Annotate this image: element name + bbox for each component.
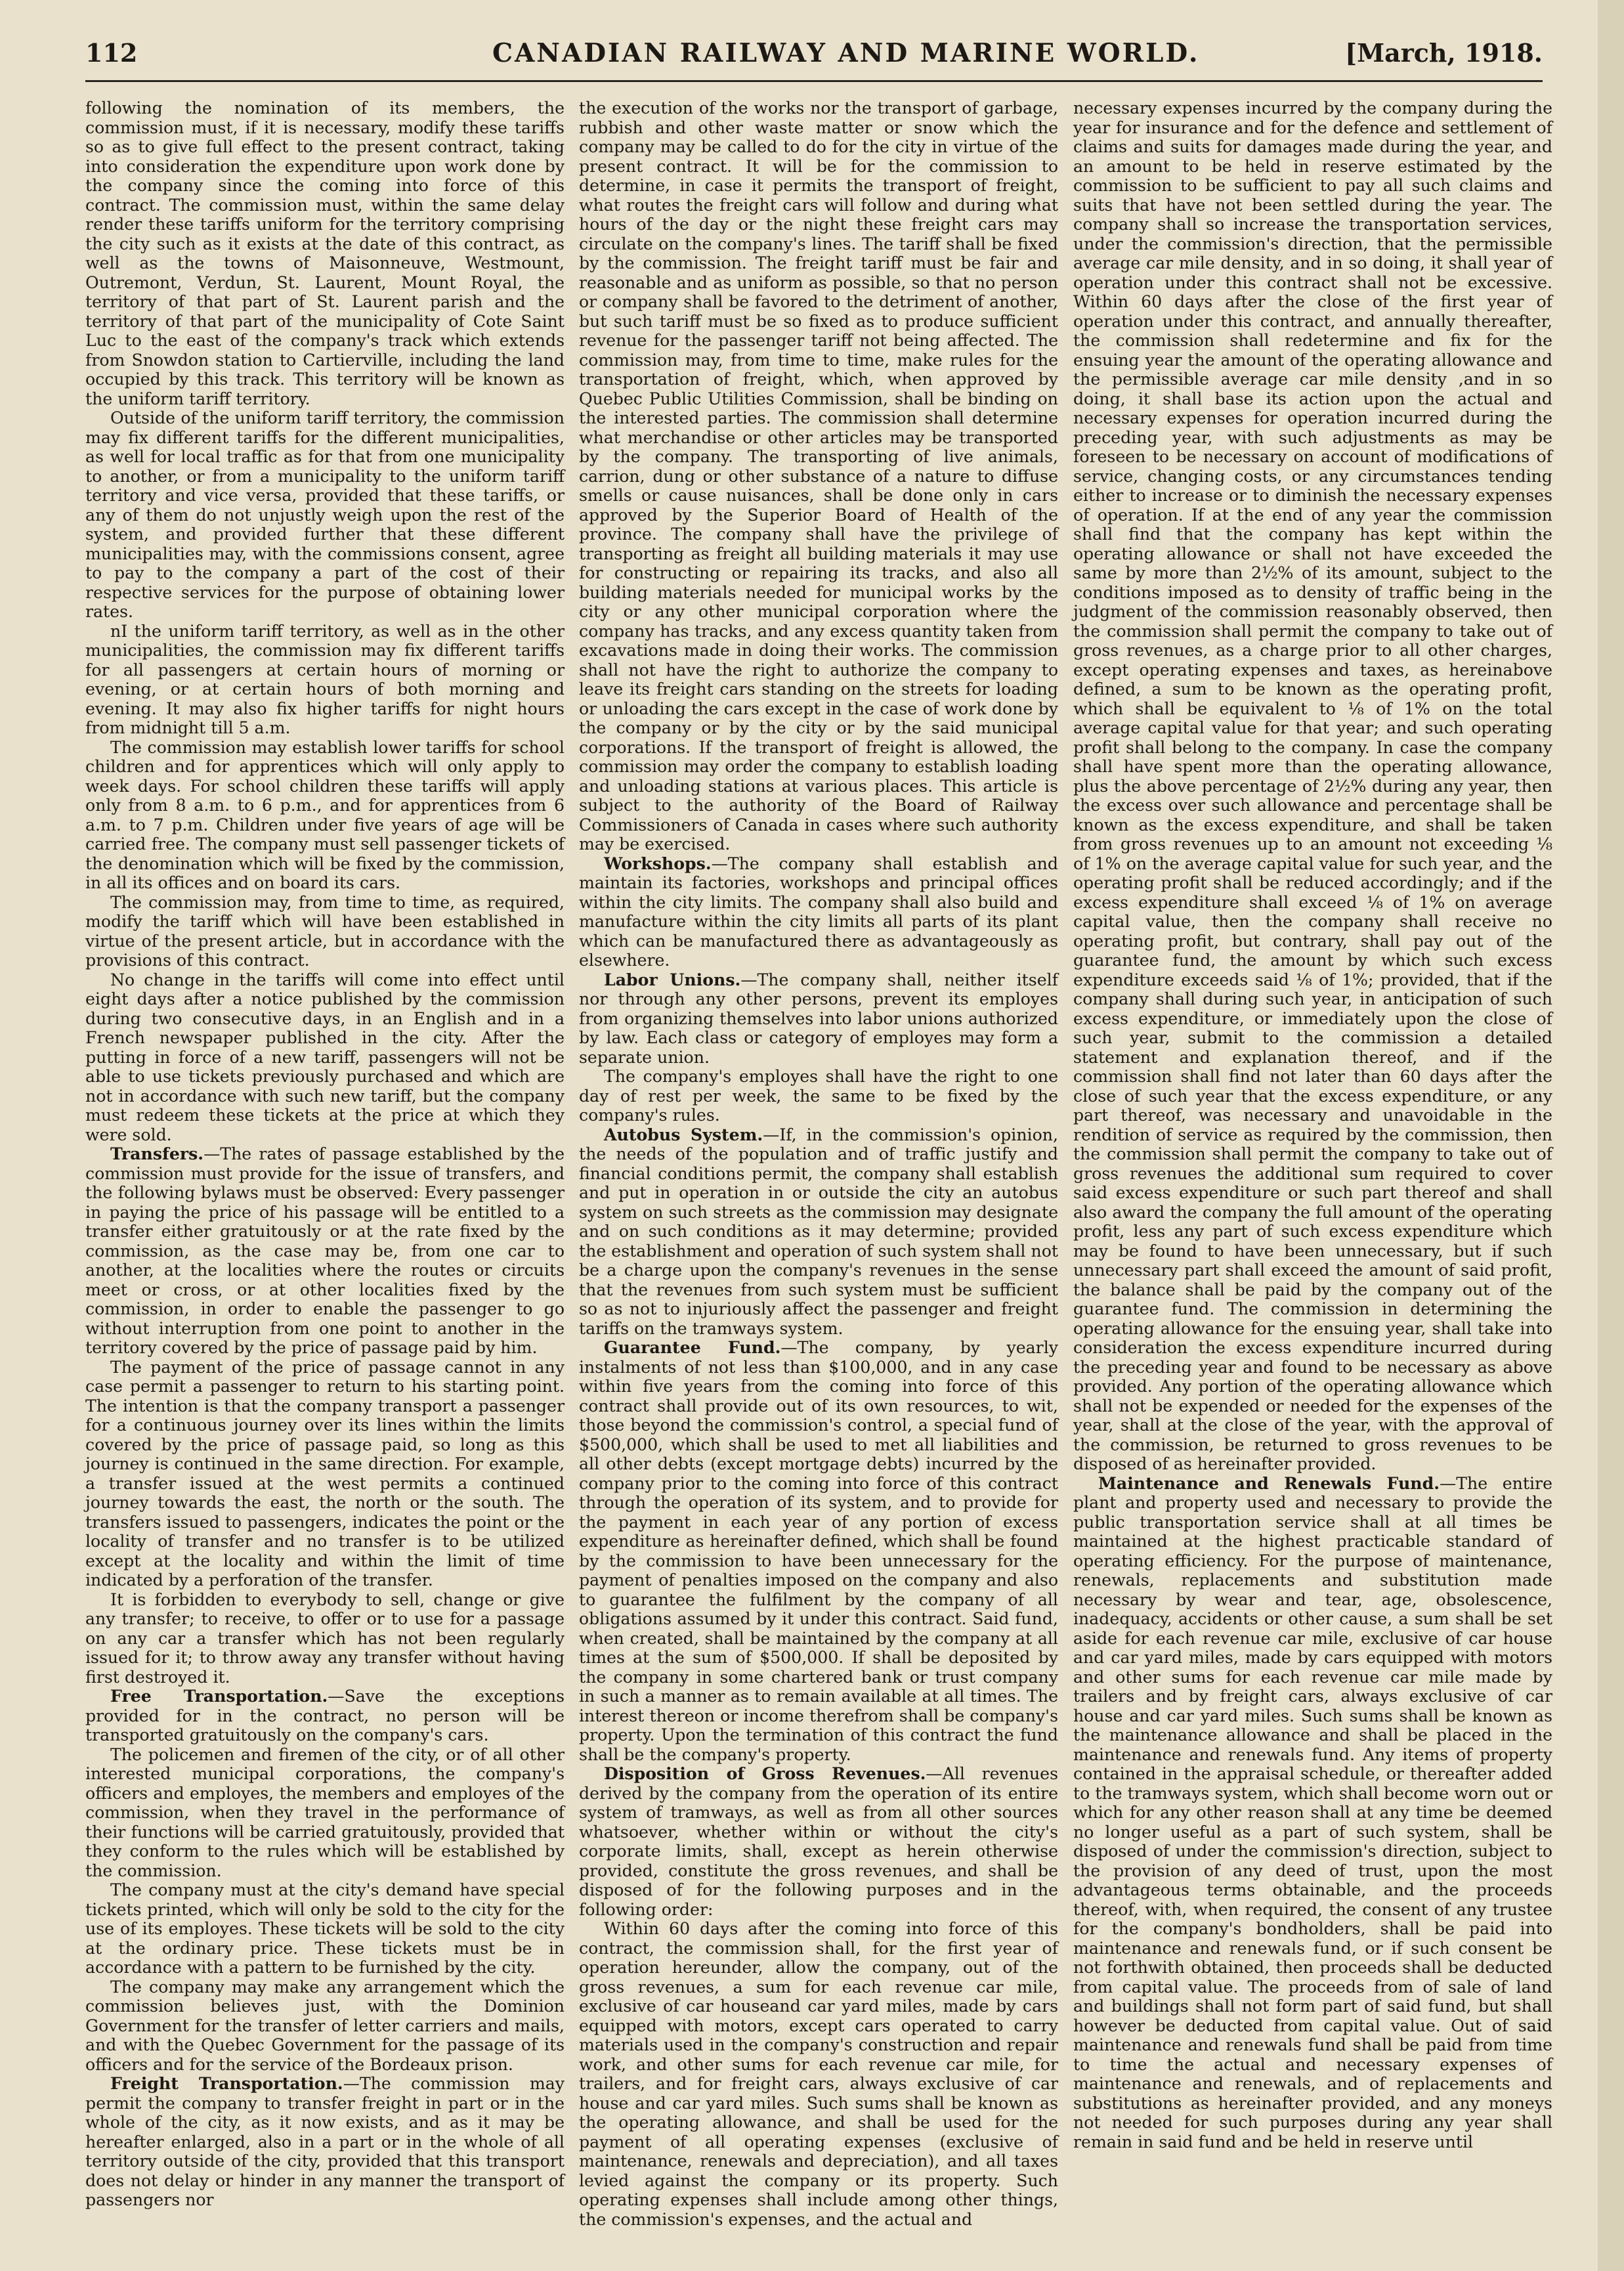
paragraph <box>85 2074 565 2210</box>
paragraph-text: —All revenues derived by the company from the operation of its entire system of tramways, as well as from all other sources whatsoever, whether within or without the city's corporate limits, shall, except as herein otherwise provided, constitute the gross revenues, and shall be disposed of for the following purposes and in the following order: <box>579 1764 1058 1919</box>
paragraph-text: —The commission may permit the company to transfer freight in part or in the whole of the city, as it now exists, and as it may be hereafter enlarged, also in a part or in the whole of all territory outside of the city, provided that this transport does not delay or hinder in any manner the transport of passengers nor <box>85 2074 565 2209</box>
paragraph <box>1073 1474 1552 2152</box>
section-heading: Freight Transportation. <box>110 2073 343 2093</box>
paragraph <box>579 1764 1058 1919</box>
paragraph-text: nI the uniform tariff territory, as well as in the other municipalities, the commission may fix different tariffs for all passengers at certain hours of morning or evening, or at certain hours of both morning and evening. It may also fix higher tariffs for night hours from midnight till 5 a.m. <box>85 621 565 737</box>
journal-title: CANADIAN RAILWAY AND MARINE WORLD. <box>492 38 1200 68</box>
paragraph <box>579 1338 1058 1764</box>
issue-date: [March, 1918. <box>1345 38 1543 68</box>
paragraph <box>1073 98 1552 1474</box>
section-heading: Labor Unions. <box>604 969 741 989</box>
paragraph-text: following the nomination of its members, the commission must, if it is necessary, modify these tariffs so as to give full effect to the present contract, taking into consideration the expenditure upon work done by the company since the coming into force of this contract. The commission must, within the same delay render these tariffs uniform for the territory comprising the city such as it exists at the date of this contract, as well as the towns of Maisonneuve, Westmount, Outremont, Verdun, St. Laurent, Mount Royal, the territory of that part of St. Laurent parish and the territory of that part of the municipality of Cote Saint Luc to the east of the company's track which extends from Snowdon station to Cartierville, including the land occupied by this track. This territory will be known as the uniform tariff territory. <box>85 98 565 408</box>
paragraph-text: The policemen and firemen of the city, or of all other interested municipal corporations, the company's officers and employes, the members and employes of the commission, when they travel in the performance of their functions will be carried gratuitously, provided that they conform to the rules which will be established by the commission. <box>85 1744 565 1880</box>
paragraph <box>85 970 565 1145</box>
paragraph-text: The company's employes shall have the right to one day of rest per week, the same to be fixed by the company's rules. <box>579 1067 1058 1125</box>
paragraph-text: necessary expenses incurred by the company during the year for insurance and for the defence and settlement of claims and suits for damages made during the year, and an amount to be held in reserve estimated by the commission to be sufficient to pay all such claims and suits that have not been settled during the year. The company shall so increase the transportation services, under the commission's direction, that the permissible average car mile density, and in so doing, it shall year of operation under this contract shall not be excessive. Within 60 days after the close of the first year of operation under this contract, and annually thereafter, the commission shall redetermine and fix for the ensuing year the amount of the operating allowance and the permissible average car mile density ,and in so doing, it shall base its action upon the actual and necessary expenses for operation incurred during the preceding year, with such adjustments as may be foreseen to be necessary on account of modifications of service, changing costs, or any circumstances tending either to increase or to diminish the necessary expenses of operation. If at the end of any year the commission shall find that the company has kept within the operating allowance or shall not have exceeded the same by more than 2½% of its amount, subject to the conditions imposed as to density of traffic being in the judgment of the commission reasonably observed, then the commission shall permit the company to take out of gross revenues, as a charge prior to all other charges, except operating expenses and taxes, as hereinabove defined, a sum to be known as the operating profit, which shall be equivalent to ⅛ of 1% on the total average capital value for that year; and such operating profit shall belong to the company. In case the company shall have spent more than the operating allowance, plus the above percentage of 2½% during any year, then the excess over such allowance and percentage shall be known as the excess expenditure, and shall be taken from gross revenues up to an amount not exceeding ⅛ of 1% on the average capital value for such year, and the operating profit shall be reduced accordingly; and if the excess expenditure shall exceed ⅛ of 1% on average capital value, then the company shall receive no operating profit, but contrary, shall pay out of the guarantee fund, the amount by which such excess expenditure exceeds said ⅛ of 1%; provided, that if the company shall during such year, in anticipation of such excess expenditure, or immediately upon the close of such year, submit to the commission a detailed statement and explanation thereof, and if the commission shall find not later than 60 days after the close of such year that the excess expenditure, or any part thereof, was necessary and unavoidable in the rendition of service as required by the commission, then the commission shall permit the company to take out of gross revenues the additional sum required to cover said excess expenditure or such part thereof and shall also award the company the full amount of the operating profit, less any part of such excess expenditure which may be found to have been unnecessary, but if such unnecessary part shall exceed the amount of said profit, the balance shall be paid by the company out of the guarantee fund. The commission in determining the operating allowance for the ensuing year, shall take into consideration the excess expenditure incurred during the preceding year and found to be necessary as above provided. Any portion of the operating allowance which shall not be expended or needed for the expenses of the year, shall at the close of the year, with the approval of the commission, be returned to gross revenues to be disposed of as hereinafter provided. <box>1073 98 1552 1473</box>
paragraph <box>579 1067 1058 1125</box>
paragraph-text: —If, in the commission's opinion, the needs of the population and of traffic justify and financial conditions permit, the company shall establish and put in operation in or outside the city an autobus system on such streets as the commission may designate and on such conditions as it may determine; provided the establishment and operation of such system shall not be a charge upon the company's revenues in the sense that the revenues from such system must be sufficient so as not to injuriously affect the passenger and freight tariffs on the tramways system. <box>579 1125 1058 1338</box>
paragraph-text: The commission may establish lower tariffs for school children and for apprentices which will only apply to week days. For school children these tariffs will apply only from 8 a.m. to 6 p.m., and for apprentices from 6 a.m. to 7 p.m. Children under five years of age will be carried free. The company must sell passenger tickets of the denomination which will be fixed by the commission, in all its offices and on board its cars. <box>85 737 565 892</box>
paragraph <box>85 98 565 408</box>
paragraph <box>579 1919 1058 2229</box>
paragraph <box>85 1978 565 2075</box>
running-header <box>85 38 1543 77</box>
paragraph <box>85 408 565 622</box>
paragraph-text: It is forbidden to everybody to sell, change or give any transfer; to receive, to offer or to use for a passage on any car a transfer which has not been regularly issued for it; to throw away any transfer without having first destroyed it. <box>85 1590 565 1687</box>
paragraph-text: The commission may, from time to time, as required, modify the tariff which will have been established in virtue of the present article, but in accordance with the provisions of this contract. <box>85 892 565 970</box>
paragraph <box>85 622 565 738</box>
paragraph-text: The payment of the price of passage cannot in any case permit a passenger to return to his starting point. The intention is that the company transport a passenger for a continuous journey over its lines within the limits covered by the price of passage paid, so long as this journey is continued in the same direction. For example, a transfer issued at the west permits a continued journey towards the east, the north or the south. The transfers issued to passengers, indicates the point or the locality of transfer and no transfer is to be utilized except at the locality and within the limit of time indicated by a perforation of the transfer. <box>85 1357 565 1590</box>
paragraph-text: the execution of the works nor the transport of garbage, rubbish and other waste matter or snow which the company may be called to do for the city in virtue of the present contract. It will be for the commission to determine, in case it permits the transport of freight, what routes the freight cars will follow and during what hours of the day or the night these freight cars may circulate on the company's lines. The tariff shall be fixed by the commission. The freight tariff must be fair and reasonable and as uniform as possible, so that no person or company shall be favored to the detriment of another, but such tariff must be so fixed as to produce sufficient revenue for the passenger tariff not being affected. The commission may, from time to time, make rules for the transportation of freight, which, when approved by Quebec Public Utilities Commission, shall be binding on the interested parties. The commission shall determine what merchandise or other articles may be transported by the company. The transporting of live animals, carrion, dung or other substance of a nature to diffuse smells or cause nuisances, shall be done only in cars approved by the Superior Board of Health of the province. The company shall have the privilege of transporting as freight all building materials it may use for constructing or repairing its tracks, and also all building materials needed for municipal works by the city or any other municipal corporation where the company has tracks, and any excess quantity taken from excavations made in doing their works. The commission shall not have the right to authorize the company to leave its freight cars standing on the streets for loading or unloading the cars except in the case of work done by the company or by the city or by the said municipal corporations. If the transport of freight is allowed, the commission may order the company to establish loading and unloading stations at various places. This article is subject to the authority of the Board of Railway Commissioners of Canada in cases where such authority may be exercised. <box>579 98 1058 854</box>
paragraph <box>85 1144 565 1358</box>
header-rule <box>85 80 1543 82</box>
text-column-2 <box>579 98 1058 2229</box>
section-heading: Maintenance and Renewals Fund. <box>1098 1473 1440 1493</box>
page-number: 112 <box>85 38 138 68</box>
paragraph <box>579 98 1058 854</box>
text-column-1 <box>85 98 565 2210</box>
paragraph-text: Within 60 days after the coming into force of this contract, the commission shall, for the first year of operation hereunder, allow the company, out of the gross revenues, a sum for each revenue car mile, exclusive of car houseand car yard miles, made by cars equipped with motors, except cars operated to carry materials used in the company's construction and repair work, and other sums for each revenue car mile, for trailers, and for freight cars, always exclusive of car house and car yard miles. Such sums shall be known as the operating allowance, and shall be used for the payment of all operating expenses (exclusive of maintenance, renewals and depreciation), and all taxes levied against the company or its property. Such operating expenses shall include among other things, the commission's expenses, and the actual and <box>579 1919 1058 2229</box>
paragraph-text: —The rates of passage established by the commission must provide for the issue of transfers, and the following bylaws must be observed: Every passenger in paying the price of his passage will be entitled to a transfer either gratuitously or at the rate fixed by the commission, as the case may be, from one car to another, at the localities where the routes or circuits meet or cross, or at other localities fixed by the commission, in order to enable the passenger to go without interruption from one point to another in the territory covered by the price of passage paid by him. <box>85 1144 565 1357</box>
paragraph <box>85 738 565 893</box>
paragraph <box>579 970 1058 1068</box>
text-column-3 <box>1073 98 1552 2152</box>
paragraph-text: —The company, by yearly instalments of not less than $100,000, and in any case within five years from the coming into force of this contract shall provide out of its own resources, to wit, those beyond the commission's control, a special fund of $500,000, which shall be used to met all liabilities and all other debts (except mortgage debts) incurred by the company prior to the coming into force of this contract through the operation of its system, and to provide for the payment in each year of any portion of excess expenditure as hereinafter defined, which shall be found by the commission to have been unnecessary for the payment of penalties imposed on the company and also to guarantee the fulfilment by the company of all obligations assumed by it under this contract. Said fund, when created, shall be maintained by the company at all times at the sum of $500,000. If shall be deposited by the company in some chartered bank or trust company in such a manner as to remain available at all times. The interest thereon or income therefrom shall be company's property. Upon the termination of this contract the fund shall be the company's property. <box>579 1338 1058 1764</box>
paragraph-text: —The company shall, neither itself nor through any other persons, prevent its employes from organizing themselves into labor unions authorized by law. Each class or category of employes may form a separate union. <box>579 970 1059 1067</box>
section-heading: Free Transportation. <box>110 1686 328 1706</box>
paragraph <box>85 1590 565 1687</box>
section-heading: Autobus System. <box>604 1124 763 1144</box>
paragraph <box>579 854 1058 970</box>
paragraph <box>85 1745 565 1881</box>
paragraph <box>85 1358 565 1590</box>
paragraph <box>85 1687 565 1745</box>
paragraph-text: —The company shall establish and maintain its factories, workshops and principal offices within the city limits. The company shall also build and manufacture within the city limits all parts of its plant which can be manufactured there as advantageously as elsewhere. <box>579 854 1058 970</box>
section-heading: Transfers. <box>110 1144 204 1163</box>
section-heading: Disposition of Gross Revenues. <box>604 1763 926 1783</box>
paragraph-text: The company must at the city's demand have special tickets printed, which will only be sold to the city for the use of its employes. These tickets will be sold to the city at the ordinary price. These tickets must be in accordance with a pattern to be furnished by the city. <box>85 1880 565 1977</box>
paragraph <box>85 1880 565 1978</box>
section-heading: Workshops. <box>604 853 712 873</box>
paragraph-text: —The entire plant and property used and necessary to provide the public transportation service shall at all times be maintained at the highest practicable standard of operating efficiency. For the purpose of maintenance, renewals, replacements and substitution made necessary by wear and tear, age, obsolescence, inadequacy, accidents or other cause, a sum shall be set aside for each revenue car mile, exclusive of car house and car yard miles, made by cars equipped with motors and other sums for each revenue car mile made by trailers and by freight cars, always exclusive of car house and car yard miles. Such sums shall be known as the maintenance allowance and shall be placed in the maintenance and renewals fund. Any items of property contained in the appraisal schedule, or thereafter added to the tramways system, which shall become worn out or which for any other reason shall at any time be deemed no longer useful as a part of such system, shall be disposed of under the commission's direction, subject to the provision of any deed of trust, upon the most advantageous terms obtainable, and the proceeds thereof, with, when required, the consent of any trustee for the company's bondholders, shall be paid into maintenance and renewals fund, or if such consent be not forthwith obtained, then proceeds shall be deducted from capital value. The proceeds from of sale of land and buildings shall not form part of said fund, but shall however be deducted from capital value. Out of said maintenance and renewals fund shall be paid from time to time the actual and necessary expenses of maintenance and renewals, and of replacements and substitutions as hereinafter provided, and any moneys not needed for such purposes during any year shall remain in said fund and be held in reserve until <box>1073 1473 1553 2152</box>
section-heading: Guarantee Fund. <box>604 1337 781 1357</box>
paragraph-text: Outside of the uniform tariff territory, the commission may fix different tariffs for the different municipalities, as well for local traffic as for that from one municipality to another, or from a municipality to the uniform tariff territory and vice versa, provided that these tariffs, or any of them do not unjustly weigh upon the rest of the system, and provided further that these different municipalities may, with the commissions consent, agree to pay to the company a part of the cost of their respective services for the purpose of obtaining lower rates. <box>85 408 565 621</box>
paragraph-text: The company may make any arrangement which the commission believes just, with the Dominion Government for the transfer of letter carriers and mails, and with the Quebec Government for the passage of its officers and for the service of the Bordeaux prison. <box>85 1977 565 2074</box>
paragraph-text: No change in the tariffs will come into effect until eight days after a notice published by the commission during two consecutive days, in an English and in a French newspaper published in the city. After the putting in force of a new tariff, passengers will not be able to use tickets previously purchased and which are not in accordance with such new tariff, but the company must redeem these tickets at the price at which they were sold. <box>85 970 565 1144</box>
paragraph-text: —Save the exceptions provided for in the contract, no person will be transported gratuitously on the company's cars. <box>85 1687 565 1744</box>
binding-gutter <box>1598 0 1624 2271</box>
paragraph <box>579 1125 1058 1339</box>
paragraph <box>85 893 565 970</box>
